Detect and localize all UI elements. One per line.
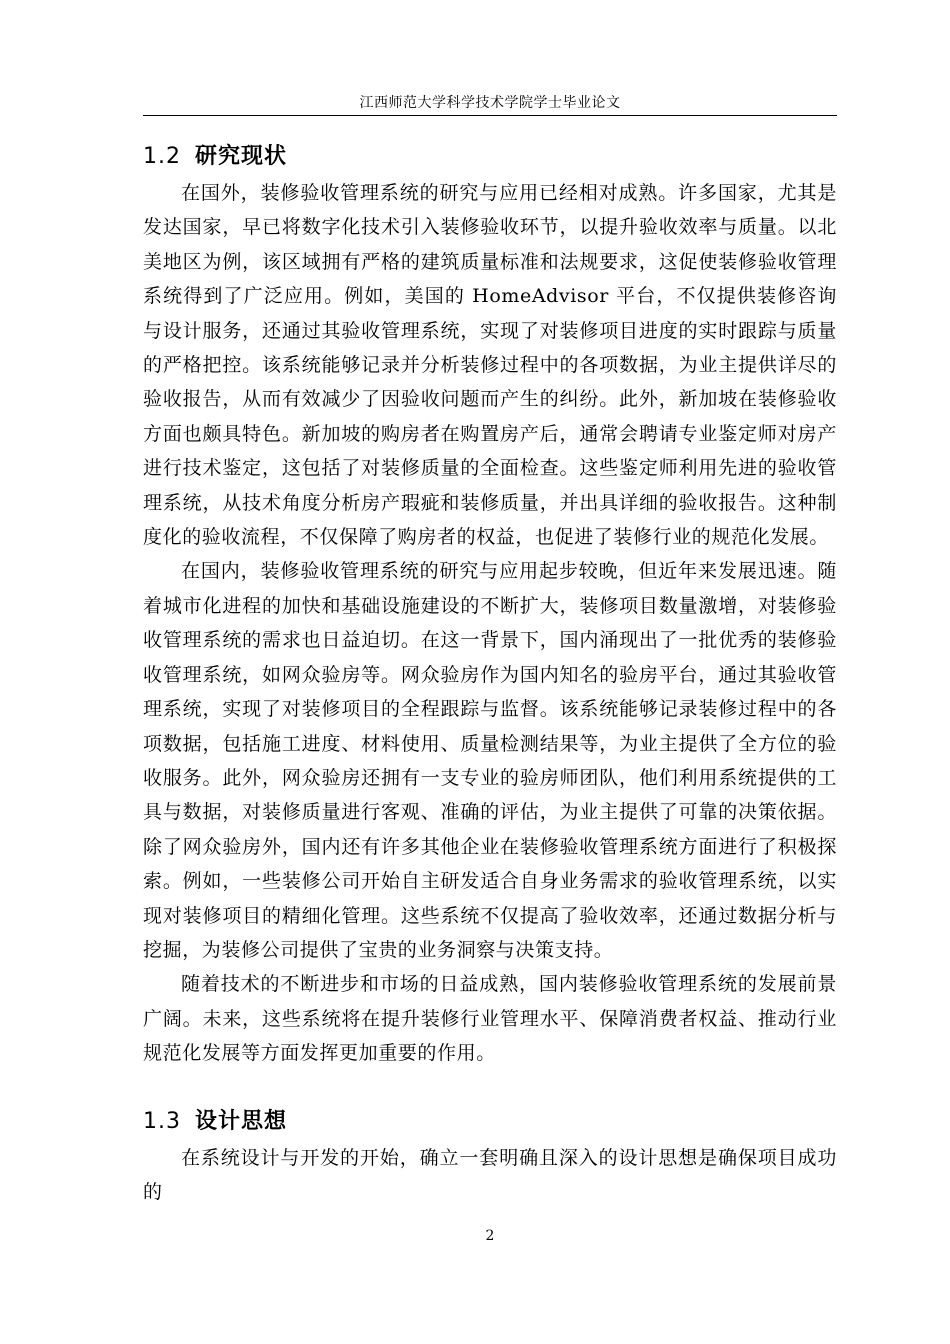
page-body <box>143 138 837 1209</box>
paragraph-domestic-research: 在国内，装修验收管理系统的研究与应用起步较晚，但近年来发展迅速。随着城市化进程的加快和基础设施建设的不断扩大，装修项目数量激增，对装修验收管理系统的需求也日益迫切。在这一背景下，国内涌现出了一批优秀的装修验收管理系统，如网众验房等。网众验房作为国内知名的验房平台，通过其验收管理系统，实现了对装修项目的全程跟踪与监督。该系统能够记录装修过程中的各项数据，包括施工进度、材料使用、质量检测结果等，为业主提供了全方位的验收服务。此外，网众验房还拥有一支专业的验房师团队，他们利用系统提供的工具与数据，对装修质量进行客观、准确的评估，为业主提供了可靠的决策依据。除了网众验房外，国内还有许多其他企业在装修验收管理系统方面进行了积极探索。例如，一些装修公司开始自主研发适合自身业务需求的验收管理系统，以实现对装修项目的精细化管理。这些系统不仅提高了验收效率，还通过数据分析与挖掘，为装修公司提供了宝贵的业务洞察与决策支持。 <box>143 560 837 961</box>
section-number: 1.2 <box>143 144 181 169</box>
section-heading-1-2 <box>143 138 837 176</box>
section-number: 1.3 <box>143 1108 181 1134</box>
header-divider <box>143 115 837 116</box>
paragraph-outlook: 随着技术的不断进步和市场的日益成熟，国内装修验收管理系统的发展前景广阔。未来，这些系统将在提升装修行业管理水平、保障消费者权益、推动行业规范化发展等方面发挥更加重要的作用。 <box>143 973 837 1065</box>
running-header: 江西师范大学科学技术学院学士毕业论文 <box>359 95 621 111</box>
section-title: 设计思想 <box>195 1108 288 1134</box>
paragraph-design-intro: 在系统设计与开发的开始，确立一套明确且深入的设计思想是确保项目成功的 <box>143 1146 837 1203</box>
paragraph-foreign-research: 在国外，装修验收管理系统的研究与应用已经相对成熟。许多国家，尤其是发达国家，早已将数字化技术引入装修验收环节，以提升验收效率与质量。以北美地区为例，该区域拥有严格的建筑质量标准和法规要求，这促使装修验收管理系统得到了广泛应用。例如，美国的 HomeAdvisor 平台，不仅提供装修咨询与设计服务，还通过其验收管理系统，实现了对装修项目进度的实时跟踪与质量的严格把控。该系统能够记录并分析装修过程中的各项数据，为业主提供详尽的验收报告，从而有效减少了因验收问题而产生的纠纷。此外，新加坡在装修验收方面也颇具特色。新加坡的购房者在购置房产后，通常会聘请专业鉴定师对房产进行技术鉴定，这包括了对装修质量的全面检查。这些鉴定师利用先进的验收管理系统，从技术角度分析房产瑕疵和装修质量，并出具详细的验收报告。这种制度化的验收流程，不仅保障了购房者的权益，也促进了装修行业的规范化发展。 <box>143 182 837 549</box>
section-title: 研究现状 <box>195 144 288 169</box>
section-heading-1-3 <box>143 1103 837 1141</box>
page-number: 2 <box>485 1228 495 1244</box>
